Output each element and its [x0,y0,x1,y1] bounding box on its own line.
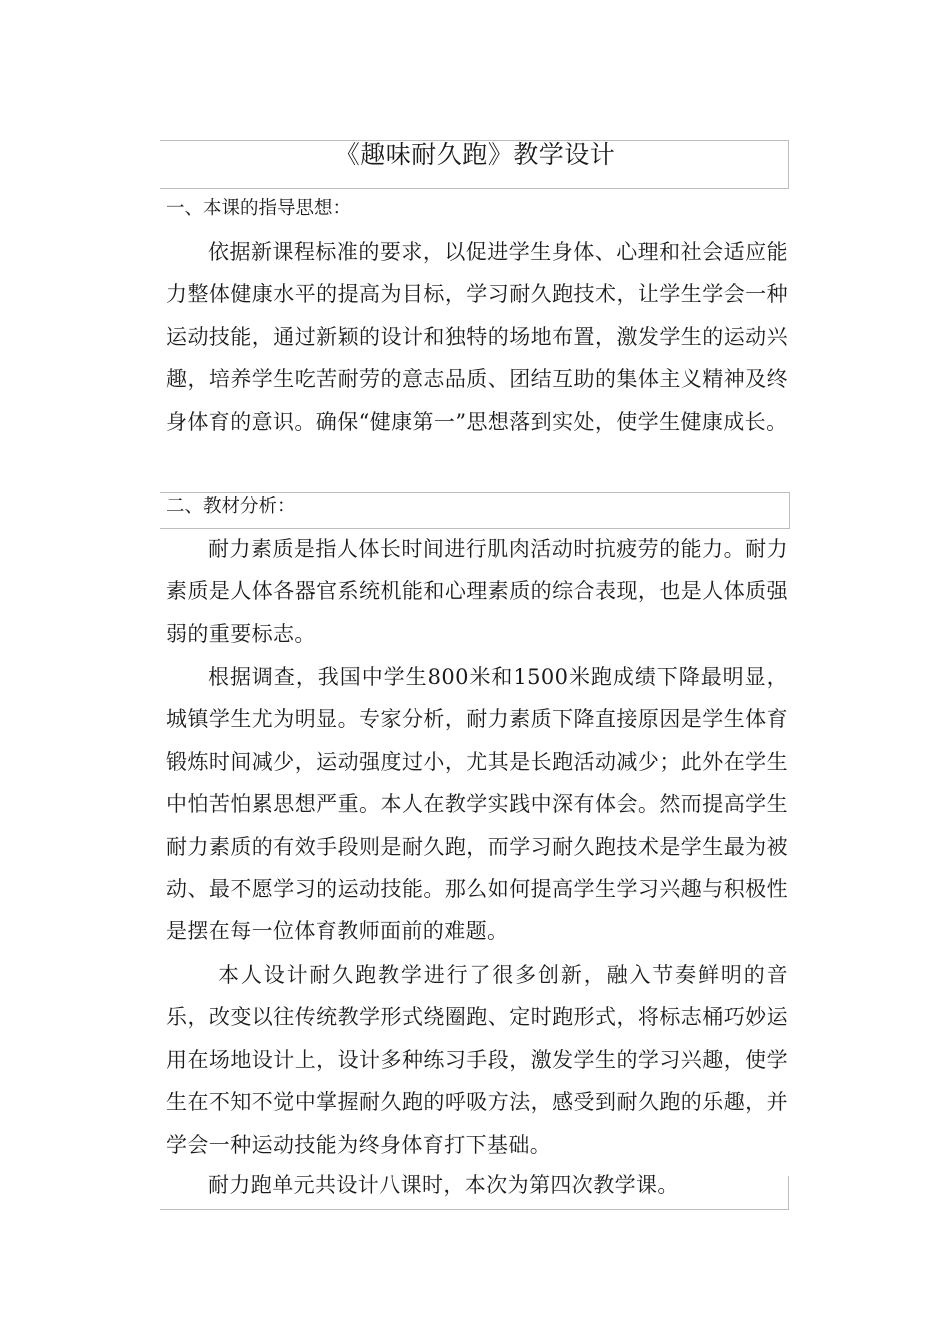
paragraph-unit-info: 耐力跑单元共设计八课时，本次为第四次教学课。 [208,1173,679,1197]
section-heading-guiding-thought: 一、本课的指导思想： [166,198,352,219]
paragraph-endurance-definition: 耐力素质是指人体长时间进行肌肉活动时抗疲劳的能力。耐力素质是人体各器官系统机能和心理素质的综合表现，也是人体质强弱的重要标志。 [166,537,788,646]
paragraph-guiding-thought: 依据新课程标准的要求，以促进学生身体、心理和社会适应能力整体健康水平的提高为目标，学习耐久跑技术，让学生学会一种运动技能，通过新颖的设计和独特的场地布置，激发学生的运动兴趣，培养学生吃苦耐劳的意志品质、团结互助的集体主义精神及终身体育的意识。确保“健康第一”思想落到实处，使学生健康成长。 [166,240,788,434]
section-heading-material-analysis: 二、教材分析： [160,492,790,529]
document-title: 《趣味耐久跑》教学设计 [334,140,616,169]
paragraph-survey: 根据调查，我国中学生800米和1500米跑成绩下降最明显，城镇学生尤为明显。专家分析，耐力素质下降直接原因是学生体育锻炼时间减少，运动强度过小，尤其是长跑活动减少；此外在学生中怕苦怕累思想严重。本人在教学实践中深有体会。然而提高学生耐力素质的有效手段则是耐久跑，而学习耐久跑技术是学生最为被动、最不愿学习的运动技能。那么如何提高学生学习兴趣与积极性是摆在每一位体育教师面前的难题。 [166,665,788,944]
paragraph-innovation: 本人设计耐久跑教学进行了很多创新，融入节奏鲜明的音乐，改变以往传统教学形式绕圈跑、定时跑形式，将标志桶巧妙运用在场地设计上，设计多种练习手段，激发学生的学习兴趣，使学生在不知不觉中掌握耐久跑的呼吸方法，感受到耐久跑的乐趣，并学会一种运动技能为终身体育打下基础。 [166,963,788,1157]
